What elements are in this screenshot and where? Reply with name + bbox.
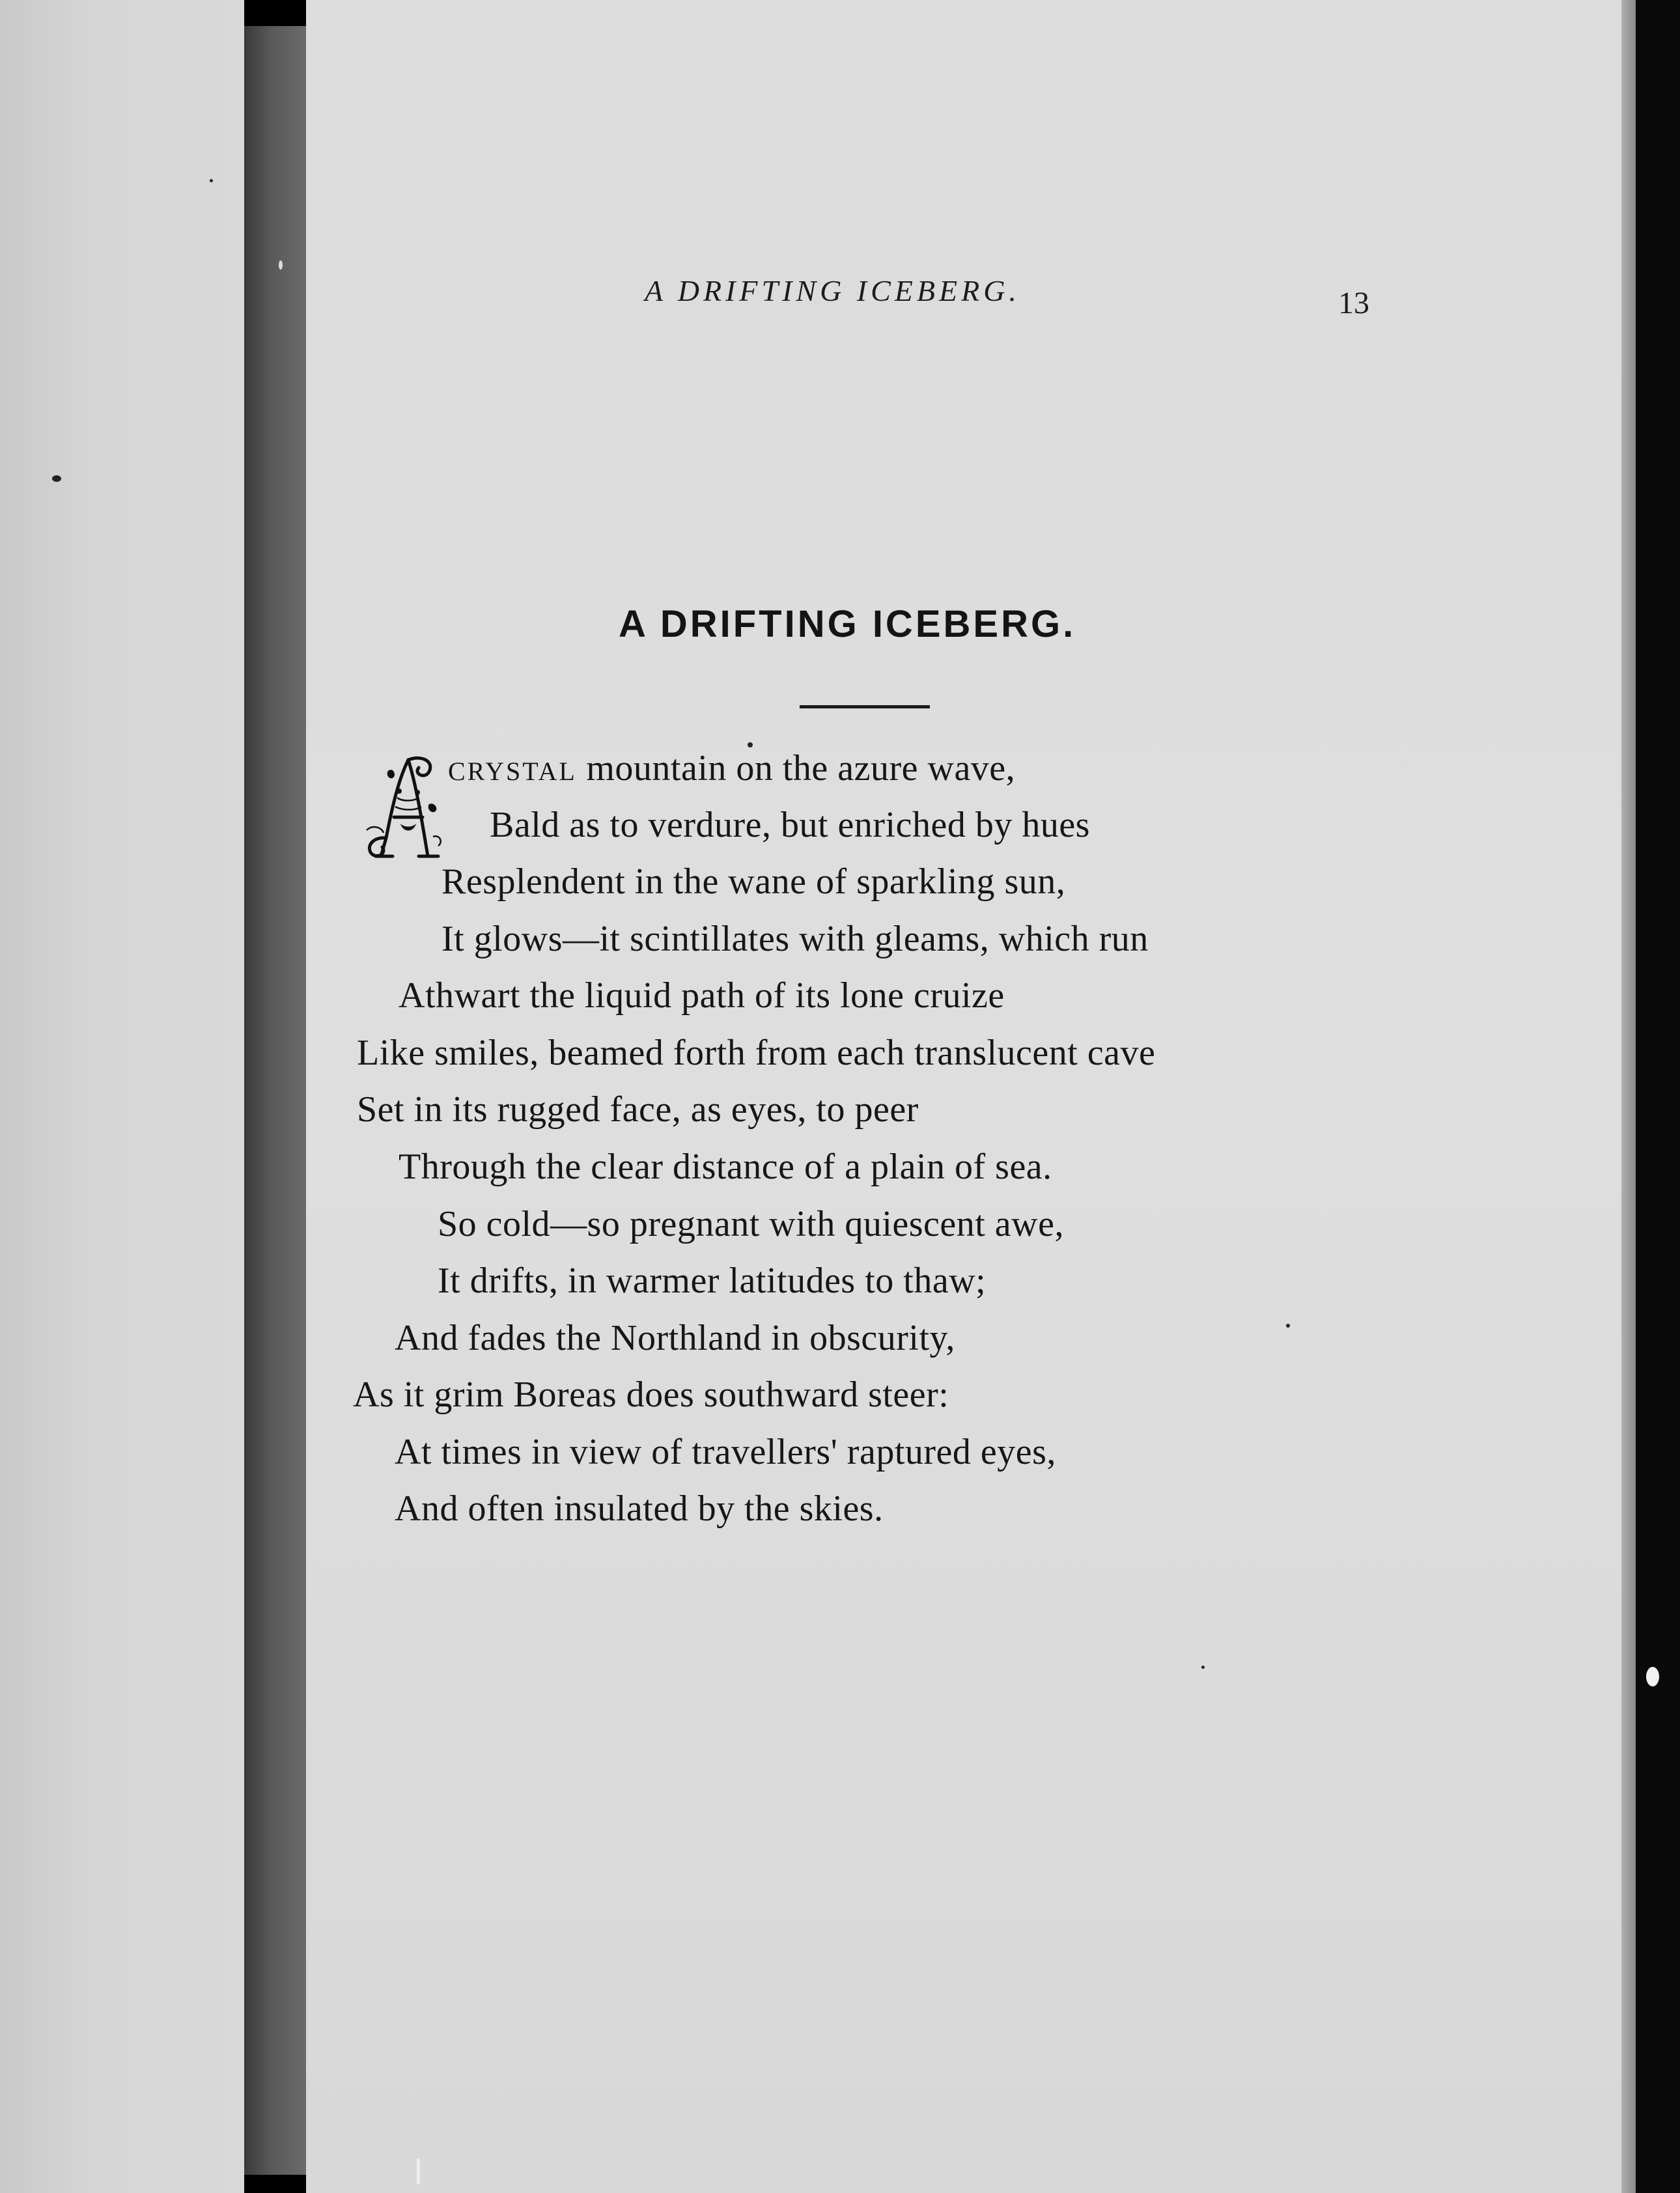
poem-line: It drifts, in warmer latitudes to thaw; bbox=[438, 1261, 987, 1301]
poem-line: Through the clear distance of a plain of sea. bbox=[399, 1147, 1052, 1187]
poem-line: Set in its rugged face, as eyes, to peer bbox=[357, 1089, 919, 1130]
poem-line-1 bbox=[448, 747, 1015, 789]
poem-title: A DRIFTING ICEBERG. bbox=[619, 603, 1076, 645]
first-line-rest: mountain on the azure wave, bbox=[576, 748, 1016, 789]
facing-page-left bbox=[0, 0, 244, 2193]
book-gutter bbox=[244, 26, 306, 2175]
poem-line: And fades the Northland in obscurity, bbox=[395, 1318, 955, 1358]
poem-line: At times in view of travellers' raptured eyes, bbox=[395, 1432, 1056, 1472]
page-number: 13 bbox=[1338, 286, 1369, 320]
running-head: A DRIFTING ICEBERG. bbox=[645, 274, 1020, 307]
scan-border bbox=[1636, 0, 1680, 2193]
scan-speck bbox=[417, 2158, 420, 2185]
scan-speck bbox=[748, 742, 753, 747]
poem-line: Resplendent in the wane of sparkling sun, bbox=[441, 861, 1066, 902]
scan-speck bbox=[279, 260, 283, 270]
scan-speck bbox=[210, 179, 213, 182]
poem-line: It glows—it scintillates with gleams, which run bbox=[441, 919, 1149, 959]
ornamental-drop-cap-a-icon bbox=[361, 752, 446, 866]
poem-line: Athwart the liquid path of its lone cruize bbox=[399, 975, 1005, 1016]
poem-line: And often insulated by the skies. bbox=[395, 1488, 884, 1529]
poem-line: Bald as to verdure, but enriched by hues bbox=[490, 805, 1090, 845]
scan-speck bbox=[1646, 1667, 1659, 1686]
scan-speck bbox=[52, 475, 61, 482]
poem-line: Like smiles, beamed forth from each translucent cave bbox=[357, 1033, 1156, 1073]
scan-speck bbox=[1286, 1324, 1290, 1328]
page-edge-shadow bbox=[1621, 0, 1636, 2193]
title-rule bbox=[800, 705, 930, 708]
first-word-smallcaps: CRYSTAL bbox=[448, 757, 577, 786]
scan-speck bbox=[1201, 1666, 1205, 1669]
poem-line: As it grim Boreas does southward steer: bbox=[353, 1375, 949, 1415]
poem-line: So cold—so pregnant with quiescent awe, bbox=[438, 1204, 1064, 1244]
